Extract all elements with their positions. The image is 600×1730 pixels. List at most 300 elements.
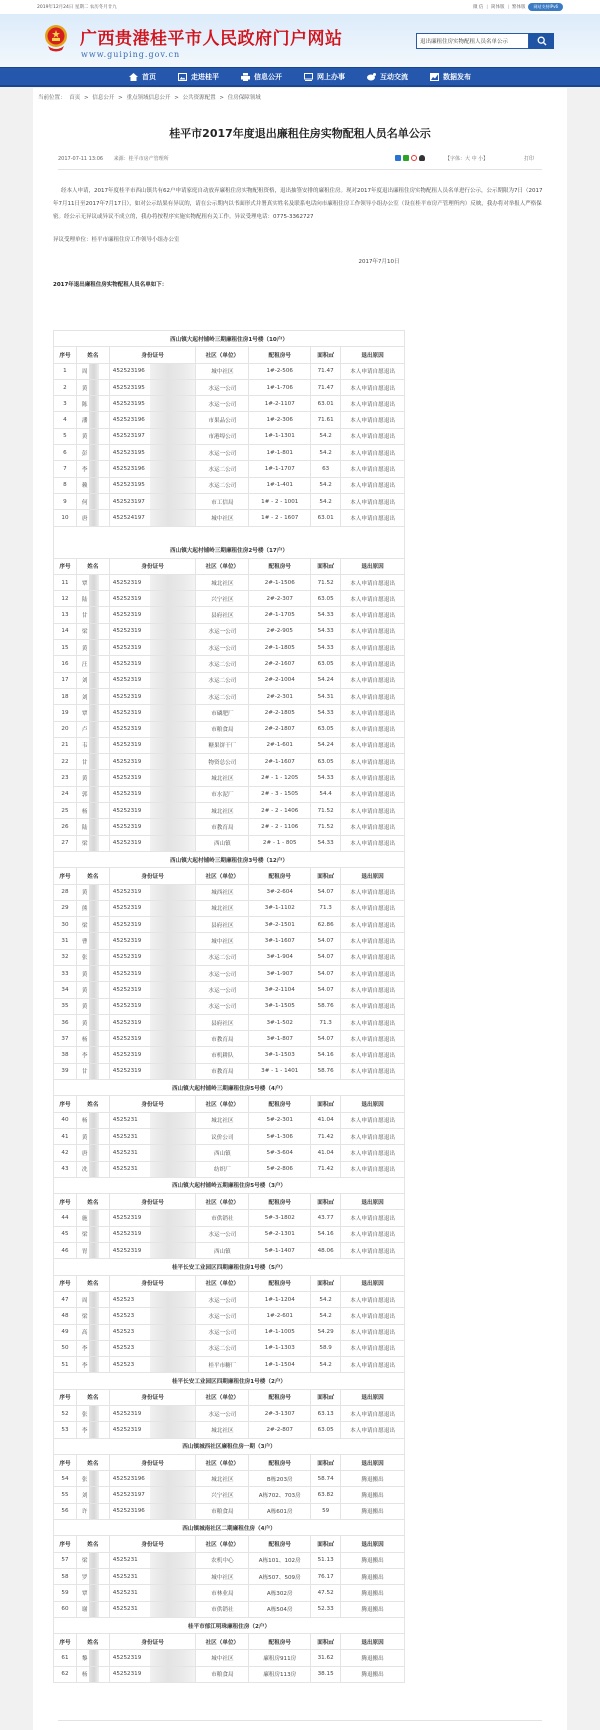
table-row bbox=[54, 770, 405, 786]
col-id-header: 身份证号 bbox=[109, 1389, 196, 1405]
cell-area-text: 71.42 bbox=[317, 1166, 334, 1173]
divider bbox=[58, 1720, 542, 1721]
redaction-mask bbox=[150, 1553, 195, 1568]
cell-room bbox=[249, 754, 311, 770]
cell-area bbox=[311, 1112, 341, 1128]
cell-community bbox=[196, 688, 249, 704]
cell-id-text: 45252319 bbox=[112, 709, 142, 716]
cell-seq bbox=[54, 656, 77, 672]
redaction-mask bbox=[89, 1504, 99, 1519]
cell-id-text: 45252319 bbox=[112, 595, 142, 602]
breadcrumb-item-housing[interactable]: 住房保障领域 bbox=[227, 95, 261, 101]
redaction-mask bbox=[150, 1569, 195, 1584]
column-header-row bbox=[54, 347, 405, 363]
redaction-mask bbox=[89, 1015, 99, 1030]
cell-reason bbox=[341, 1324, 405, 1340]
cell-seq bbox=[54, 574, 77, 590]
cell-community-text: 县府社区 bbox=[211, 613, 234, 620]
font-size-control[interactable]: 【字体：大 中 小】 bbox=[445, 156, 489, 162]
cell-seq-text: 5 bbox=[63, 433, 67, 440]
cell-reason-text: 本人申请自愿退出 bbox=[350, 1004, 395, 1011]
nav-label: 数据发布 bbox=[443, 72, 471, 81]
cell-seq bbox=[54, 1291, 77, 1307]
site-title[interactable]: 广西贵港桂平市人民政府门户网站 bbox=[80, 29, 343, 49]
cell-seq bbox=[54, 445, 77, 461]
cell-area-text: 54.07 bbox=[317, 986, 334, 993]
cell-community bbox=[196, 656, 249, 672]
cell-room-text: 2#-1-1607 bbox=[264, 758, 295, 765]
cell-reason bbox=[341, 1422, 405, 1438]
cell-area bbox=[311, 965, 341, 981]
cell-community bbox=[196, 1585, 249, 1601]
cell-name bbox=[76, 672, 109, 688]
cell-seq bbox=[54, 1471, 77, 1487]
cell-name bbox=[76, 1568, 109, 1584]
table-row bbox=[54, 1552, 405, 1568]
cell-id bbox=[109, 461, 196, 477]
cell-area bbox=[311, 721, 341, 737]
nav-home[interactable] bbox=[129, 72, 156, 82]
redaction-mask bbox=[89, 1064, 99, 1079]
national-emblem-icon bbox=[44, 24, 68, 52]
cell-area bbox=[311, 1471, 341, 1487]
redaction-mask bbox=[89, 1292, 99, 1307]
cell-seq-text: 38 bbox=[61, 1052, 69, 1059]
cell-community bbox=[196, 721, 249, 737]
cell-area bbox=[311, 379, 341, 395]
group-header-row bbox=[54, 526, 405, 558]
nav-info[interactable] bbox=[241, 72, 282, 82]
cell-reason-text: 腾退搬出 bbox=[361, 1574, 384, 1581]
cell-id-text: 45252319 bbox=[112, 775, 142, 782]
cell-area-text: 54.31 bbox=[317, 693, 334, 700]
table-row bbox=[54, 900, 405, 916]
notice-date: 2017年7月10日 bbox=[358, 259, 400, 265]
cell-reason bbox=[341, 1243, 405, 1259]
cell-room-text: A栋601房 bbox=[266, 1509, 293, 1516]
cell-area bbox=[311, 1422, 341, 1438]
cell-id bbox=[109, 900, 196, 916]
cell-seq-text: 51 bbox=[61, 1361, 69, 1368]
cell-id-text: 4525231 bbox=[112, 1133, 138, 1140]
cell-seq-text: 34 bbox=[61, 986, 69, 993]
cell-name bbox=[76, 623, 109, 639]
cell-reason-text: 本人申请自愿退出 bbox=[350, 939, 395, 946]
cell-name bbox=[76, 917, 109, 933]
cell-area-text: 54.33 bbox=[317, 709, 334, 716]
redaction-mask bbox=[89, 933, 99, 948]
cell-room bbox=[249, 1503, 311, 1519]
cell-community bbox=[196, 640, 249, 656]
cell-id bbox=[109, 623, 196, 639]
cell-reason bbox=[341, 640, 405, 656]
redaction-mask bbox=[89, 396, 99, 411]
cell-name-text: 黄 bbox=[81, 434, 88, 441]
cell-area bbox=[311, 1601, 341, 1617]
cell-id bbox=[109, 965, 196, 981]
col-seq-header: 序号 bbox=[54, 1096, 77, 1112]
divider bbox=[58, 169, 542, 170]
cell-name bbox=[76, 1357, 109, 1373]
cell-name bbox=[76, 1340, 109, 1356]
cell-id bbox=[109, 1422, 196, 1438]
cell-reason bbox=[341, 803, 405, 819]
cell-name-text: 施 bbox=[81, 1216, 88, 1223]
cell-name-text: 覃 bbox=[81, 1590, 88, 1597]
link-traditional[interactable]: 繁体版 bbox=[511, 5, 526, 10]
cell-community-text: 水运二公司 bbox=[208, 483, 237, 490]
cell-reason bbox=[341, 949, 405, 965]
cell-id bbox=[109, 1291, 196, 1307]
nav-services[interactable] bbox=[304, 72, 345, 82]
cell-area-text: 54.33 bbox=[317, 628, 334, 635]
table-row bbox=[54, 412, 405, 428]
cell-name-text: 梁 bbox=[81, 841, 88, 848]
cell-community bbox=[196, 1650, 249, 1666]
redaction-mask bbox=[150, 478, 195, 493]
cell-area bbox=[311, 803, 341, 819]
cell-reason bbox=[341, 656, 405, 672]
share-wechat-icon[interactable] bbox=[403, 155, 409, 161]
cell-seq-text: 17 bbox=[61, 677, 69, 684]
cell-id bbox=[109, 1552, 196, 1568]
col-room-header: 配租房号 bbox=[249, 1389, 311, 1405]
cell-area bbox=[311, 623, 341, 639]
group-title: 西山镇大起村铺岭三期廉租住房1号楼（10户） bbox=[54, 331, 405, 347]
cell-name-text: 覃 bbox=[81, 710, 88, 717]
cell-community bbox=[196, 412, 249, 428]
cell-name-text: 郭 bbox=[81, 792, 88, 799]
cell-area bbox=[311, 1666, 341, 1682]
redaction-mask bbox=[150, 722, 195, 737]
cell-reason-text: 本人申请自愿退出 bbox=[350, 369, 395, 376]
col-seq-header: 序号 bbox=[54, 1275, 77, 1291]
cell-community-text: 西山镇 bbox=[213, 1150, 231, 1157]
cell-community bbox=[196, 786, 249, 802]
cell-seq bbox=[54, 363, 77, 379]
cell-reason-text: 本人申请自愿退出 bbox=[350, 596, 395, 603]
cell-area bbox=[311, 819, 341, 835]
cell-seq bbox=[54, 1552, 77, 1568]
cell-reason bbox=[341, 965, 405, 981]
cell-seq bbox=[54, 688, 77, 704]
table-row bbox=[54, 1585, 405, 1601]
cell-community bbox=[196, 1324, 249, 1340]
cell-community-text: 兴宁社区 bbox=[211, 1493, 234, 1500]
link-simplified[interactable]: 简体版 bbox=[490, 5, 505, 10]
cell-area-text: 54.33 bbox=[317, 612, 334, 619]
col-area-header: 面积㎡ bbox=[311, 1634, 341, 1650]
cell-reason-text: 本人申请自愿退出 bbox=[350, 1216, 395, 1223]
col-reason-header: 退出原因 bbox=[341, 1275, 405, 1291]
cell-room bbox=[249, 705, 311, 721]
cell-area-text: 31.62 bbox=[317, 1655, 334, 1662]
table-row bbox=[54, 1503, 405, 1519]
cell-name-text: 汪 bbox=[81, 661, 88, 668]
column-header-row bbox=[54, 1389, 405, 1405]
print-button[interactable]: 打印 bbox=[524, 156, 535, 162]
cell-community-text: 议价公司 bbox=[211, 1134, 234, 1141]
cell-reason-text: 本人申请自愿退出 bbox=[350, 645, 395, 652]
cell-community-text: 水运一公司 bbox=[208, 401, 237, 408]
cell-reason-text: 本人申请自愿退出 bbox=[350, 385, 395, 392]
cell-room-text: 2#-1-1805 bbox=[264, 644, 295, 651]
share-qq-icon[interactable] bbox=[419, 155, 425, 161]
cell-name-text: 黄 bbox=[81, 890, 88, 897]
group-header-row bbox=[54, 1259, 405, 1275]
redaction-mask bbox=[89, 1406, 99, 1421]
cell-name bbox=[76, 786, 109, 802]
cell-name bbox=[76, 1145, 109, 1161]
cell-area-text: 54.2 bbox=[319, 449, 332, 456]
cell-room bbox=[249, 1340, 311, 1356]
table-row bbox=[54, 1145, 405, 1161]
cell-seq bbox=[54, 819, 77, 835]
link-wechat[interactable]: 微 信 bbox=[472, 5, 484, 10]
cell-area-text: 54.2 bbox=[319, 1361, 332, 1368]
col-area-header: 面积㎡ bbox=[311, 1194, 341, 1210]
table-row bbox=[54, 1308, 405, 1324]
cell-reason-text: 本人申请自愿退出 bbox=[350, 1069, 395, 1076]
cell-name-text: 黄 bbox=[81, 385, 88, 392]
cell-area-text: 54.07 bbox=[317, 970, 334, 977]
col-seq-header: 序号 bbox=[54, 1536, 77, 1552]
breadcrumb-item-public-resources[interactable]: 公共资源配置 bbox=[182, 95, 216, 101]
cell-id-text: 45252319 bbox=[112, 742, 142, 749]
cell-id bbox=[109, 574, 196, 590]
cell-reason bbox=[341, 835, 405, 851]
cell-community bbox=[196, 998, 249, 1014]
cell-seq-text: 7 bbox=[63, 466, 67, 473]
cell-room bbox=[249, 982, 311, 998]
nav-about[interactable] bbox=[178, 72, 219, 82]
cell-id bbox=[109, 445, 196, 461]
main-nav bbox=[0, 67, 600, 87]
cell-name bbox=[76, 1324, 109, 1340]
search-input[interactable] bbox=[416, 33, 529, 49]
table-row bbox=[54, 1047, 405, 1063]
cell-community bbox=[196, 835, 249, 851]
col-community-header: 社区（单位） bbox=[196, 1454, 249, 1470]
cell-seq-text: 49 bbox=[61, 1329, 69, 1336]
cell-seq bbox=[54, 591, 77, 607]
table-row bbox=[54, 477, 405, 493]
cell-reason-text: 本人申请自愿退出 bbox=[350, 467, 395, 474]
cell-name-text: 许 bbox=[81, 1509, 88, 1516]
cell-room bbox=[249, 884, 311, 900]
cell-id bbox=[109, 933, 196, 949]
cell-area-text: 54.24 bbox=[317, 742, 334, 749]
redaction-mask bbox=[150, 396, 195, 411]
cell-area bbox=[311, 835, 341, 851]
cell-area bbox=[311, 640, 341, 656]
cell-reason-text: 本人申请自愿退出 bbox=[350, 450, 395, 457]
cell-reason-text: 本人申请自愿退出 bbox=[350, 890, 395, 897]
redaction-mask bbox=[89, 1569, 99, 1584]
redaction-mask bbox=[89, 738, 99, 753]
redaction-mask bbox=[89, 1357, 99, 1372]
cell-id bbox=[109, 477, 196, 493]
cell-area-text: 54.2 bbox=[319, 482, 332, 489]
cell-area bbox=[311, 656, 341, 672]
cell-area bbox=[311, 884, 341, 900]
cell-reason bbox=[341, 688, 405, 704]
breadcrumb-item-home[interactable]: 首页 bbox=[69, 95, 81, 101]
col-area-header: 面积㎡ bbox=[311, 1275, 341, 1291]
cell-community bbox=[196, 737, 249, 753]
cell-room-text: 1#-1-706 bbox=[266, 384, 293, 391]
cell-community-text: 城北社区 bbox=[211, 1118, 234, 1125]
cell-name-text: 刘 bbox=[81, 678, 88, 685]
cell-seq bbox=[54, 412, 77, 428]
cell-seq bbox=[54, 1063, 77, 1079]
cell-room bbox=[249, 574, 311, 590]
share-weibo-icon[interactable] bbox=[411, 155, 417, 161]
cell-name bbox=[76, 1406, 109, 1422]
cell-area bbox=[311, 1568, 341, 1584]
cell-community-text: 城中社区 bbox=[211, 939, 234, 946]
cell-seq bbox=[54, 461, 77, 477]
cell-id bbox=[109, 1357, 196, 1373]
redaction-mask bbox=[89, 982, 99, 997]
redaction-mask bbox=[150, 461, 195, 476]
cell-community-text: 市磷肥厂 bbox=[211, 710, 234, 717]
cell-id-text: 45252319 bbox=[112, 677, 142, 684]
cell-id bbox=[109, 770, 196, 786]
cell-room-text: 1# - 2 - 1607 bbox=[261, 514, 299, 521]
cell-community bbox=[196, 591, 249, 607]
cell-room bbox=[249, 1650, 311, 1666]
cell-name bbox=[76, 1552, 109, 1568]
redaction-mask bbox=[150, 1487, 195, 1502]
nav-label: 互动交流 bbox=[380, 72, 408, 81]
cell-room-text: 1#-2-506 bbox=[266, 368, 293, 375]
cell-community-text: 水运一公司 bbox=[208, 1232, 237, 1239]
cell-seq bbox=[54, 1357, 77, 1373]
redaction-mask bbox=[150, 1129, 195, 1144]
cell-room bbox=[249, 640, 311, 656]
redaction-mask bbox=[150, 624, 195, 639]
breadcrumb-item-info[interactable]: 信息公开 bbox=[92, 95, 115, 101]
cell-community-text: 城中社区 bbox=[211, 1574, 234, 1581]
cell-seq-text: 32 bbox=[61, 954, 69, 961]
search-button[interactable] bbox=[529, 33, 554, 49]
cell-area bbox=[311, 461, 341, 477]
table-row bbox=[54, 803, 405, 819]
cell-reason-text: 本人申请自愿退出 bbox=[350, 971, 395, 978]
col-name-header: 姓名 bbox=[76, 1536, 109, 1552]
cell-name-text: 梁 bbox=[81, 922, 88, 929]
cell-area-text: 54.24 bbox=[317, 677, 334, 684]
cell-area bbox=[311, 737, 341, 753]
group-title: 桂平长安工业园区四期廉租住房1号楼（5户） bbox=[54, 1259, 405, 1275]
cell-area bbox=[311, 900, 341, 916]
cell-community-text: 水运一公司 bbox=[208, 1297, 237, 1304]
cell-name-text: 黄 bbox=[81, 776, 88, 783]
nav-interaction[interactable] bbox=[367, 72, 408, 82]
cell-seq bbox=[54, 1014, 77, 1030]
redaction-mask bbox=[89, 445, 99, 460]
article-title: 桂平市2017年度退出廉租住房实物配租人员名单公示 bbox=[169, 127, 431, 140]
nav-label: 首页 bbox=[142, 72, 156, 81]
cell-room bbox=[249, 1308, 311, 1324]
cell-seq-text: 43 bbox=[61, 1166, 69, 1173]
redaction-mask bbox=[150, 364, 195, 379]
cell-room bbox=[249, 1324, 311, 1340]
cell-room-text: 5#-2-1301 bbox=[264, 1231, 295, 1238]
redaction-mask bbox=[89, 1553, 99, 1568]
breadcrumb-item-key-areas[interactable]: 重点领域信息公开 bbox=[126, 95, 171, 101]
cell-room-text: 3#-2-1501 bbox=[264, 921, 295, 928]
redaction-mask bbox=[89, 1471, 99, 1486]
share-qzone-icon[interactable] bbox=[395, 155, 401, 161]
cell-seq bbox=[54, 1112, 77, 1128]
cell-reason-text: 腾退搬出 bbox=[361, 1607, 384, 1614]
cell-reason-text: 本人申请自愿退出 bbox=[350, 1020, 395, 1027]
cell-id-text: 45252319 bbox=[112, 579, 142, 586]
table-row bbox=[54, 1291, 405, 1307]
cell-community-text: 西山镇 bbox=[213, 841, 231, 848]
table-row bbox=[54, 1422, 405, 1438]
cell-reason bbox=[341, 1063, 405, 1079]
cell-reason-text: 腾退搬出 bbox=[361, 1509, 384, 1516]
cell-community bbox=[196, 379, 249, 395]
nav-data[interactable] bbox=[430, 72, 471, 82]
cell-area-text: 71.52 bbox=[317, 579, 334, 586]
cell-name-text: 黄 bbox=[81, 971, 88, 978]
cell-room-text: 1#-1-401 bbox=[266, 482, 293, 489]
redaction-mask bbox=[150, 885, 195, 900]
cell-room-text: 1#-2-306 bbox=[266, 417, 293, 424]
cell-community-text: 市粮食局 bbox=[211, 1672, 234, 1679]
redaction-mask bbox=[89, 1031, 99, 1046]
cell-seq bbox=[54, 396, 77, 412]
cell-area-text: 54.33 bbox=[317, 840, 334, 847]
table-row bbox=[54, 949, 405, 965]
redaction-mask bbox=[89, 673, 99, 688]
group-title: 西山镇大起村铺岭五期廉租住房5号楼（3户） bbox=[54, 1177, 405, 1193]
cell-name-text: 冼 bbox=[81, 1167, 88, 1174]
col-reason-header: 退出原因 bbox=[341, 347, 405, 363]
redaction-mask bbox=[150, 1064, 195, 1079]
cell-reason-text: 腾退搬出 bbox=[361, 1493, 384, 1500]
cell-id-text: 45252319 bbox=[112, 807, 142, 814]
cell-community bbox=[196, 884, 249, 900]
cell-name bbox=[76, 1503, 109, 1519]
cell-area-text: 62.86 bbox=[317, 921, 334, 928]
cell-id-text: 45252319 bbox=[112, 1003, 142, 1010]
cell-reason bbox=[341, 1471, 405, 1487]
cell-name bbox=[76, 1128, 109, 1144]
table-row bbox=[54, 982, 405, 998]
redaction-mask bbox=[150, 494, 195, 509]
article-page bbox=[33, 88, 567, 1730]
cell-seq bbox=[54, 1406, 77, 1422]
cell-seq bbox=[54, 982, 77, 998]
chart-icon bbox=[430, 73, 439, 81]
col-seq-header: 序号 bbox=[54, 1389, 77, 1405]
cell-id-text: 452523196 bbox=[112, 466, 145, 473]
cell-name bbox=[76, 770, 109, 786]
cell-room bbox=[249, 510, 311, 526]
cell-reason bbox=[341, 705, 405, 721]
cell-room bbox=[249, 786, 311, 802]
redaction-mask bbox=[89, 1227, 99, 1242]
cell-room-text: 3#-1-807 bbox=[266, 1035, 293, 1042]
cell-community-text: 城北社区 bbox=[211, 1476, 234, 1483]
cell-area-text: 59 bbox=[322, 1508, 330, 1515]
cell-room bbox=[249, 1063, 311, 1079]
